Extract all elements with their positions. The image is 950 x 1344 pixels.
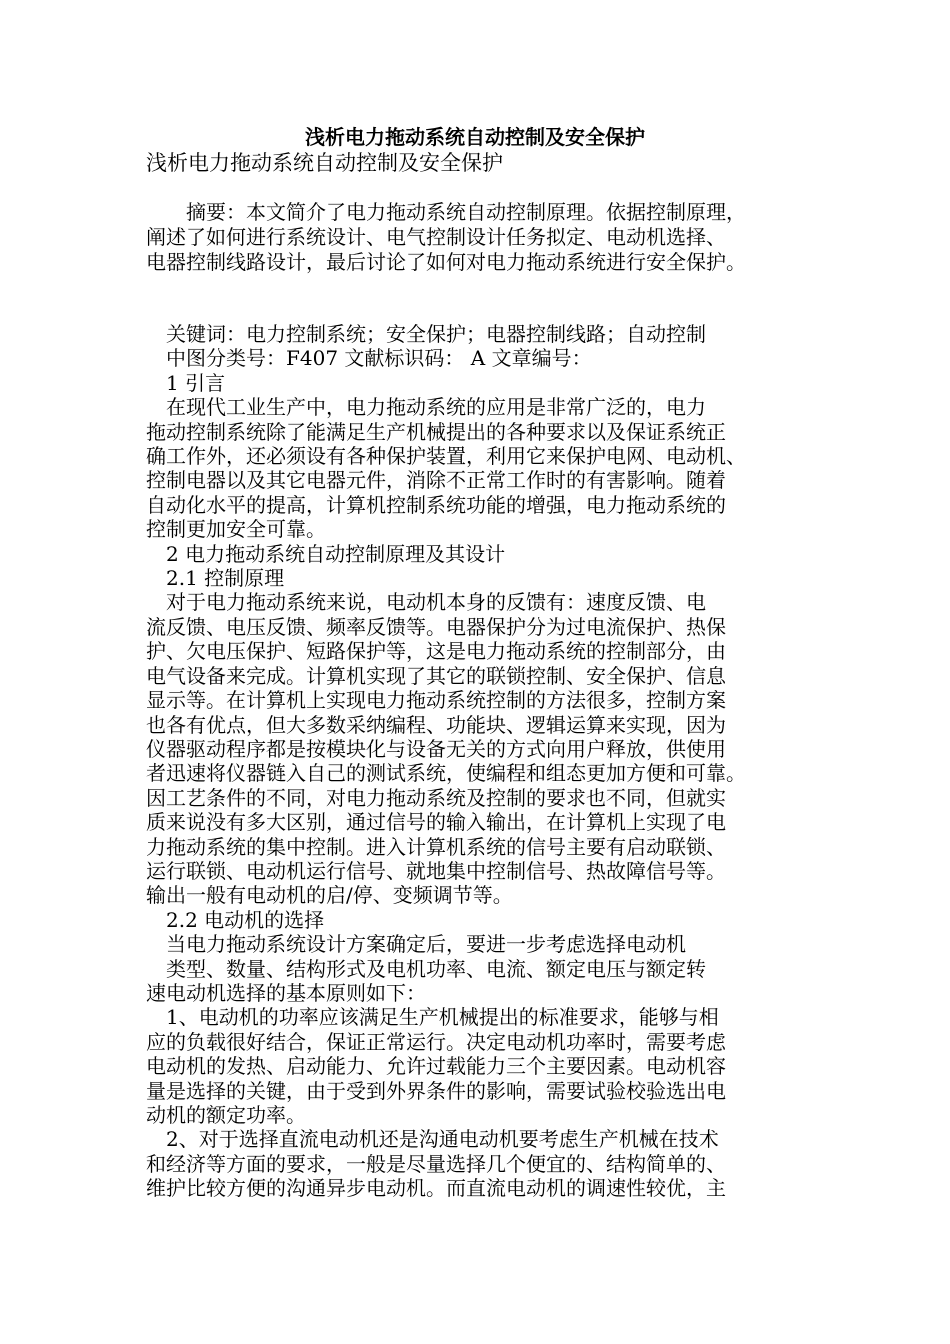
paragraph-line: 电气设备来完成。计算机实现了其它的联锁控制、安全保护、信息 — [146, 663, 726, 688]
paragraph-line: 自动化水平的提高，计算机控制系统功能的增强，电力拖动系统的 — [146, 492, 726, 517]
document-title: 浅析电力拖动系统自动控制及安全保护 — [305, 125, 645, 149]
paragraph-line: 输出一般有电动机的启/停、变频调节等。 — [146, 883, 513, 908]
document-subtitle: 浅析电力拖动系统自动控制及安全保护 — [146, 151, 503, 175]
paragraph-line: 动机的额定功率。 — [146, 1103, 306, 1127]
paragraph-line: 控制电器以及其它电器元件，消除不正常工作时的有害影响。随着 — [146, 468, 726, 493]
paragraph-line: 力拖动系统的集中控制。进入计算机系统的信号主要有启动联锁、 — [146, 834, 726, 859]
section-heading: 2 电力拖动系统自动控制原理及其设计 — [146, 541, 506, 566]
abstract — [146, 200, 746, 275]
paragraph-line: 确工作外，还必须设有各种保护装置，利用它来保护电网、电动机、 — [146, 444, 746, 469]
body-text — [146, 322, 746, 1201]
abstract-line: 摘要：本文简介了电力拖动系统自动控制原理。依据控制原理， — [146, 200, 746, 224]
section-heading: 1 引言 — [146, 370, 226, 395]
paragraph-line: 质来说没有多大区别，通过信号的输入输出，在计算机上实现了电 — [146, 810, 726, 835]
paragraph-line: 因工艺条件的不同，对电力拖动系统及控制的要求也不同，但就实 — [146, 785, 726, 810]
paragraph-line: 维护比较方便的沟通异步电动机。而直流电动机的调速性较优，主 — [146, 1176, 726, 1201]
paragraph-line: 对于电力拖动系统来说，电动机本身的反馈有：速度反馈、电 — [146, 590, 706, 615]
paragraph-line: 拖动控制系统除了能满足生产机械提出的各种要求以及保证系统正 — [146, 419, 726, 444]
paragraph-line: 应的负载很好结合，保证正常运行。决定电动机功率时，需要考虑 — [146, 1029, 726, 1054]
keywords-line: 关键词：电力控制系统；安全保护；电器控制线路；自动控制 — [146, 322, 706, 346]
classification-line: 中图分类号：F407 文献标识码： A 文章编号： — [146, 346, 592, 371]
paragraph-line: 显示等。在计算机上实现电力拖动系统控制的方法很多，控制方案 — [146, 688, 726, 713]
subsection-heading: 2.2 电动机的选择 — [146, 907, 325, 932]
paragraph-line: 2、对于选择直流电动机还是沟通电动机要考虑生产机械在技术 — [146, 1127, 719, 1152]
subsection-heading: 2.1 控制原理 — [146, 566, 285, 591]
paragraph-line: 类型、数量、结构形式及电机功率、电流、额定电压与额定转 — [146, 956, 706, 981]
paragraph-line: 也各有优点，但大多数采纳编程、功能块、逻辑运算来实现，因为 — [146, 712, 726, 737]
paragraph-line: 者迅速将仪器链入自己的测试系统，使编程和组态更加方便和可靠。 — [146, 761, 746, 786]
paragraph-line: 量是选择的关键，由于受到外界条件的影响，需要试验校验选出电 — [146, 1078, 726, 1103]
paragraph-line: 仪器驱动程序都是按模块化与设备无关的方式向用户释放，供使用 — [146, 736, 726, 761]
paragraph-line: 当电力拖动系统设计方案确定后，要进一步考虑选择电动机 — [146, 932, 686, 957]
abstract-line: 电器控制线路设计，最后讨论了如何对电力拖动系统进行安全保护。 — [146, 250, 746, 274]
paragraph-line: 和经济等方面的要求，一般是尽量选择几个便宜的、结构简单的、 — [146, 1151, 726, 1176]
paragraph-line: 护、欠电压保护、短路保护等，这是电力拖动系统的控制部分，由 — [146, 639, 726, 664]
paragraph-line: 在现代工业生产中，电力拖动系统的应用是非常广泛的，电力 — [146, 395, 706, 420]
abstract-line: 阐述了如何进行系统设计、电气控制设计任务拟定、电动机选择、 — [146, 225, 726, 249]
paragraph-line: 流反馈、电压反馈、频率反馈等。电器保护分为过电流保护、热保 — [146, 614, 726, 639]
paragraph-line: 1、电动机的功率应该满足生产机械提出的标准要求，能够与相 — [146, 1005, 719, 1030]
paragraph-line: 速电动机选择的基本原则如下： — [146, 980, 426, 1005]
paragraph-line: 电动机的发热、启动能力、允许过载能力三个主要因素。电动机容 — [146, 1054, 726, 1079]
paragraph-line: 控制更加安全可靠。 — [146, 517, 326, 542]
paragraph-line: 运行联锁、电动机运行信号、就地集中控制信号、热故障信号等。 — [146, 858, 726, 883]
